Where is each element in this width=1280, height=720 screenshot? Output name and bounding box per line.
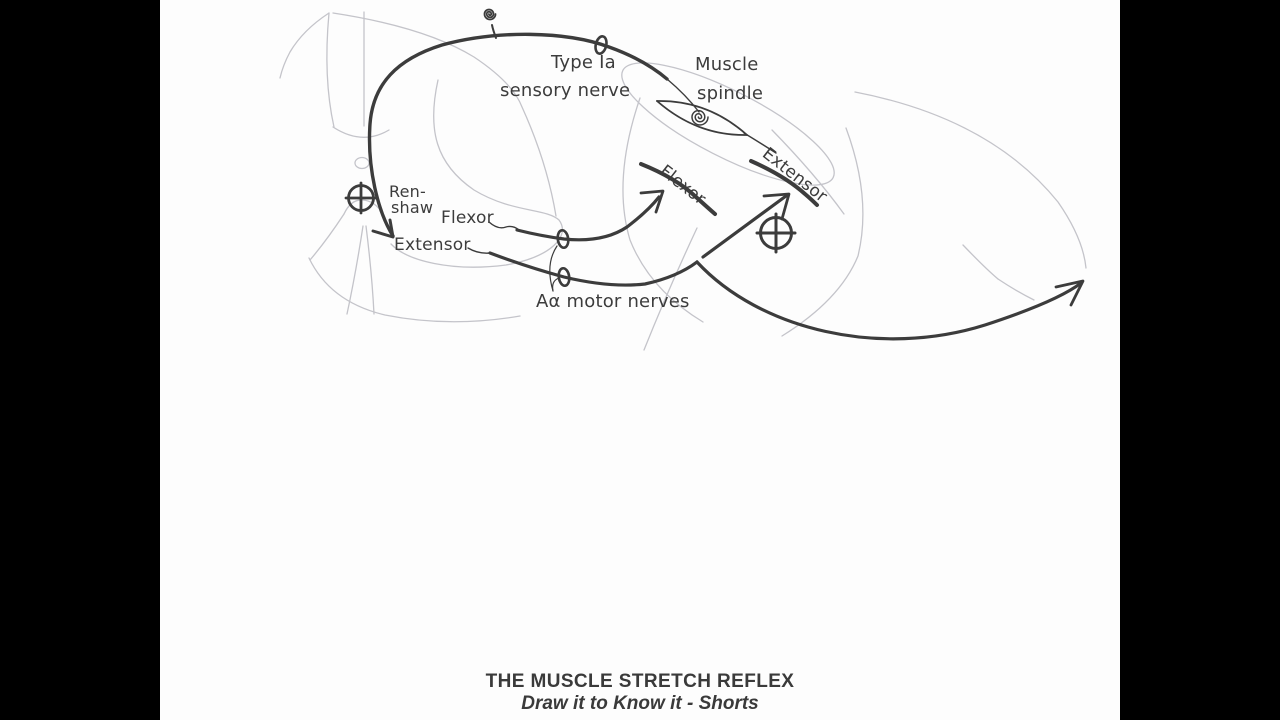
extensor-muscle-label: Extensor bbox=[758, 143, 831, 207]
flexor-muscle-label: Flexor bbox=[655, 161, 710, 210]
extensor-motor-nerve bbox=[468, 194, 789, 286]
flexor-pool-label: Flexor bbox=[441, 208, 494, 228]
flexor-motor-nerve bbox=[489, 191, 663, 248]
motor-nerve-leader-lines bbox=[550, 246, 559, 291]
motor-nerves-label: Aα motor nerves bbox=[536, 291, 690, 312]
muscle-label: Muscle bbox=[695, 54, 759, 75]
video-title: THE MUSCLE STRETCH REFLEX bbox=[485, 671, 795, 692]
renshaw-label-line2: shaw bbox=[391, 198, 434, 217]
extensor-pool-label: Extensor bbox=[394, 235, 471, 255]
reflex-output-arrow bbox=[697, 262, 1083, 339]
renshaw-excitatory-plus-icon bbox=[346, 183, 376, 213]
dorsal-root-ganglion-icon bbox=[485, 10, 497, 39]
ia-arrowhead-icon bbox=[373, 220, 393, 237]
spindle-spiral-icon bbox=[692, 111, 708, 125]
renshaw-label-line1: Ren- bbox=[389, 182, 426, 201]
type-ia-label: Type Ia bbox=[551, 52, 616, 73]
video-subtitle: Draw it to Know it - Shorts bbox=[521, 693, 759, 714]
sensory-nerve-label: sensory nerve bbox=[500, 80, 631, 101]
extensor-excitatory-plus-icon bbox=[757, 214, 795, 252]
flexor-arrowhead-icon bbox=[641, 191, 663, 212]
muscle-spindle-icon bbox=[657, 101, 747, 135]
spindle-label: spindle bbox=[697, 83, 764, 104]
